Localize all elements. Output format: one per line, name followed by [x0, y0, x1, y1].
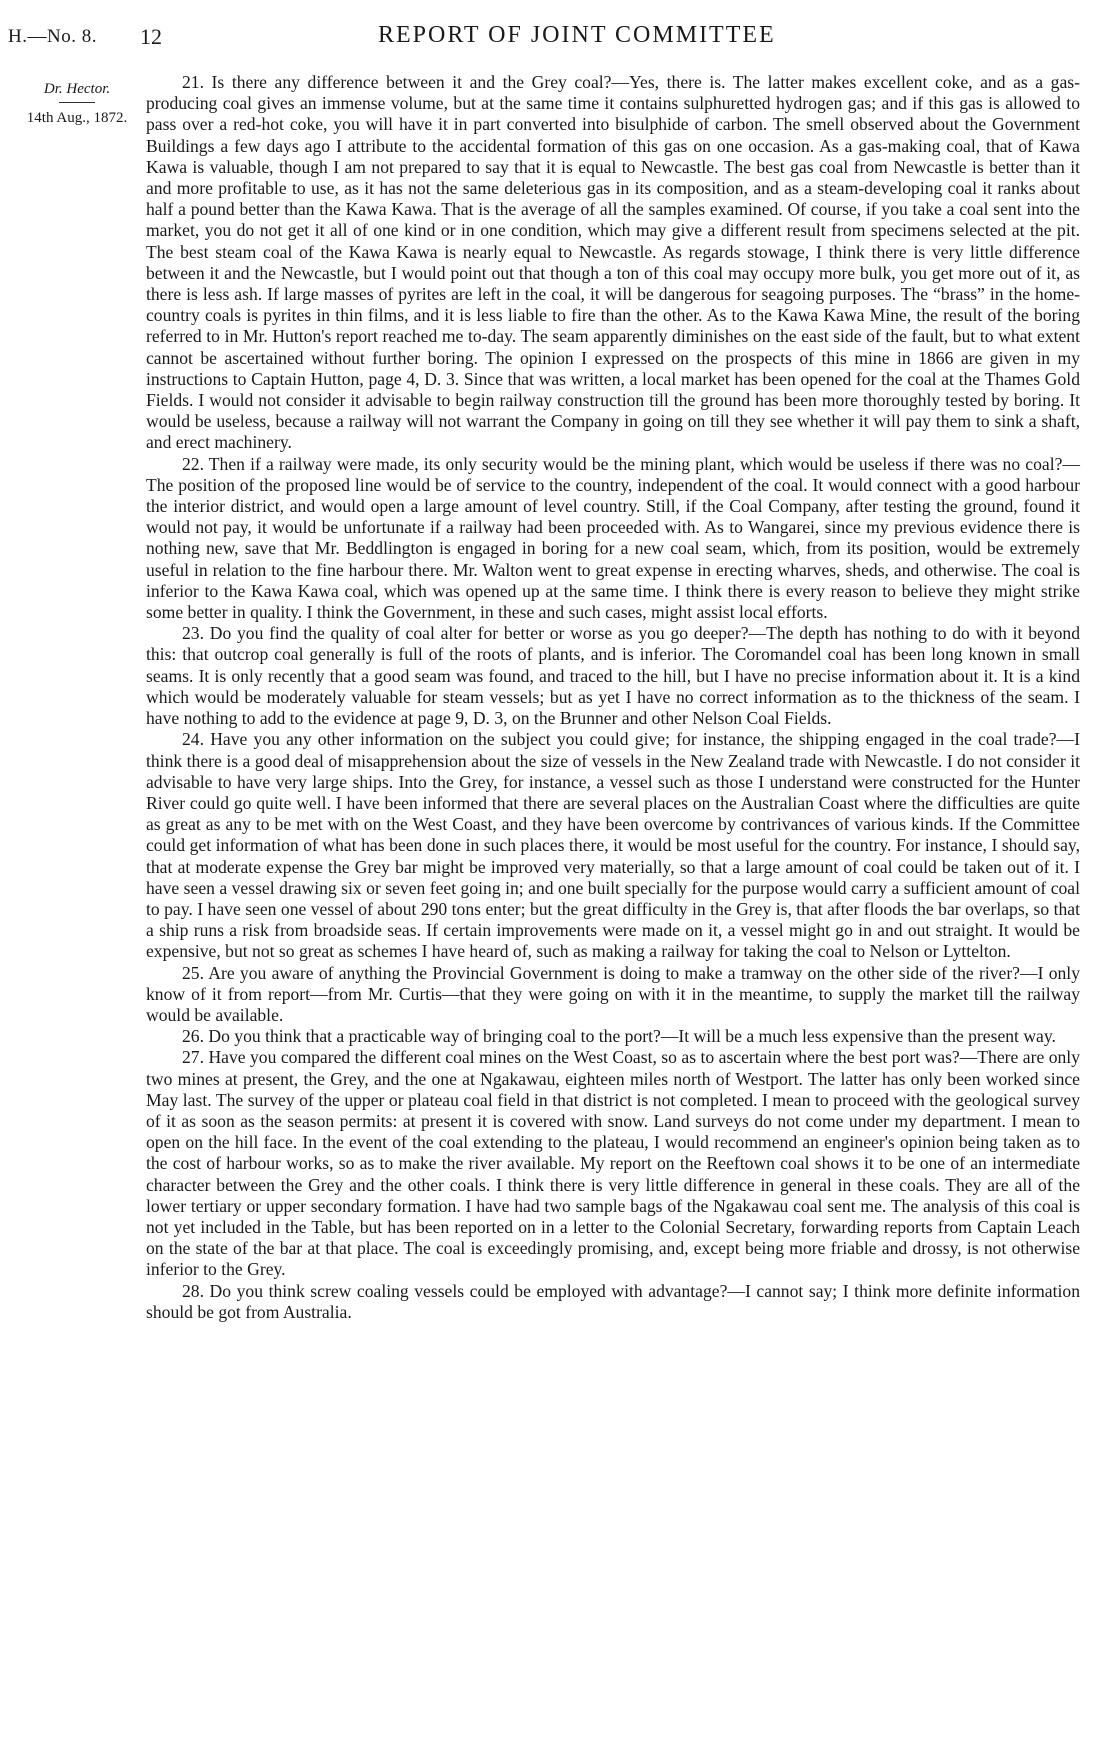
- margin-notes: [12, 78, 142, 129]
- paragraph-q22: 22. Then if a railway were made, its only security would be the mining plant, which would be useless if there was no coal?—The position of the proposed line would be of service to the country, independent of the coal. It would connect with a good harbour the interior district, and would open a large amount of level country. Still, if the Coal Company, after testing the ground, found it would not pay, it would be unfortunate if a railway had been proceeded with. As to Wangarei, since my previous evidence there is nothing new, save that Mr. Beddlington is engaged in boring for a new coal seam, which, from its position, would be extremely useful in relation to the fine harbour there. Mr. Walton went to great expense in erecting wharves, sheds, and otherwise. The coal is inferior to the Kawa Kawa coal, which was opened up at the same time. I think there is every reason to believe they might strike some better in quality. I think the Government, in these and such cases, might assist local efforts.: [146, 453, 1080, 623]
- running-title: REPORT OF JOINT COMMITTEE: [378, 22, 776, 48]
- document-reference: H.—No. 8.: [8, 26, 97, 47]
- paragraph-q28: 28. Do you think screw coaling vessels could be employed with advantage?—I cannot say; I think more definite information should be got from Australia.: [146, 1280, 1080, 1322]
- paragraph-q24: 24. Have you any other information on the subject you could give; for instance, the shipping engaged in the coal trade?—I think there is a good deal of misapprehension about the size of vessels in the New Zealand trade with Newcastle. I do not consider it advisable to have very large ships. Into the Grey, for instance, a vessel such as those I understand were constructed for the Hunter River could go quite well. I have been informed that there are several places on the Australian Coast where the difficulties are quite as great as any to be met with on the West Coast, and they have been overcome by contrivances of various kinds. If the Committee could get information of what has been done in such places there, it would be most useful for the country. For instance, I should say, that at moderate expense the Grey bar might be improved very materially, so that a large amount of coal could be taken out of it. I have seen a vessel drawing six or seven feet going in; and one built specially for the purpose would carry a sufficient amount of coal to pay. I have seen one vessel of about 290 tons enter; but the great difficulty in the Grey is, that after floods the bar overlaps, so that a ship runs a risk from broadside seas. If certain improvements were made on it, a vessel might go in and out straight. It would be expensive, but not so great as schemes I have heard of, such as making a railway for taking the coal to Nelson or Lyttelton.: [146, 729, 1080, 962]
- paragraph-q26: 26. Do you think that a practicable way of bringing coal to the port?—It will be a much less expensive than the present way.: [182, 1026, 1056, 1047]
- evidence-body: [146, 72, 1080, 1323]
- page-number: 12: [140, 24, 162, 49]
- page-header: [8, 20, 1106, 60]
- paragraph-q21: 21. Is there any difference between it and the Grey coal?—Yes, there is. The latter makes excellent coke, and as a gas-producing coal gives an immense volume, but at the same time it contains sulphuretted hydrogen gas; and if this gas is allowed to pass over a red-hot coke, you will have it in part converted into bisulphide of carbon. The smell observed about the Government Buildings a few days ago I attribute to the accidental formation of this gas on one occasion. As a gas-making coal, that of Kawa Kawa is valuable, though I am not prepared to say that it is equal to Newcastle. The best gas coal from Newcastle is better than it and more profitable to use, as it has not the same deleterious gas in its composition, and as a steam-developing coal it ranks about half a pound better than the Kawa Kawa. That is the average of all the samples examined. Of course, if you take a coal sent into the market, you do not get it all of one kind or in one condition, which may give a different result from specimens selected at the pit. The best steam coal of the Kawa Kawa is nearly equal to Newcastle. As regards stowage, I think there is very little difference between it and the Newcastle, but I would point out that though a ton of this coal may occupy more bulk, you get more out of it, as there is less ash. If large masses of pyrites are left in the coal, it will be dangerous for seagoing purposes. The “brass” in the home-country coals is pyrites in thin films, and it is less liable to fire than the other. As to the Kawa Kawa Mine, the result of the boring referred to in Mr. Hutton's report reached me to-day. The seam apparently diminishes on the east side of the fault, but to what extent cannot be ascertained without further boring. The opinion I expressed on the prospects of this mine in 1866 are given in my instructions to Captain Hutton, page 4, D. 3. Since that was written, a local market has been opened for the coal at the Thames Gold Fields. I would not consider it advisable to begin railway construction till the ground has been more thoroughly tested by boring. It would be useless, because a railway will not warrant the Company in going on till they see whether it will pay them to sink a shaft, and erect machinery.: [146, 72, 1080, 453]
- session-date: 14th Aug., 1872.: [26, 110, 128, 126]
- paragraph-q23: 23. Do you find the quality of coal alter for better or worse as you go deeper?—The depth has nothing to do with it beyond this: that outcrop coal generally is full of the roots of plants, and is inferior. The Coromandel coal has been long known in small seams. It is only recently that a good seam was found, and traced to the hill, but I have no precise information about it. It is a kind which would be moderately valuable for steam vessels; but as yet I have no correct information as to the thickness of the seam. I have nothing to add to the evidence at page 9, D. 3, on the Brunner and other Nelson Coal Fields.: [146, 623, 1080, 729]
- margin-rule: [59, 102, 95, 103]
- paragraph-q25: 25. Are you aware of anything the Provincial Government is doing to make a tramway on the other side of the river?—I only know of it from report—from Mr. Curtis—that they were going on with it in the meantime, to supply the market till the railway would be available.: [146, 962, 1080, 1025]
- paragraph-q27: 27. Have you compared the different coal mines on the West Coast, so as to ascertain where the best port was?—There are only two mines at present, the Grey, and the one at Ngakawau, eighteen miles north of Westport. The latter has only been worked since May last. The survey of the upper or plateau coal field in that district is not completed. I mean to proceed with the geological survey of it as soon as the season permits: at present it is covered with snow. Land surveys do not come under my department. I mean to open on the hill face. In the event of the coal extending to the plateau, I would recommend an engineer's opinion being taken as to the cost of harbour works, so as to make the river available. My report on the Reeftown coal shows it to be one of an intermediate character between the Grey and the other coals. I think there is very little difference in general in these coals. They are all of the lower tertiary or upper secondary formation. I have had two sample bags of the Ngakawau coal sent me. The analysis of this coal is not yet included in the Table, but has been reported on in a letter to the Colonial Secretary, forwarding reports from Captain Leach on the state of the bar at that place. The coal is exceedingly promising, and, except being more friable and drossy, is not otherwise inferior to the Grey.: [146, 1047, 1080, 1280]
- witness-name: Dr. Hector.: [43, 81, 111, 97]
